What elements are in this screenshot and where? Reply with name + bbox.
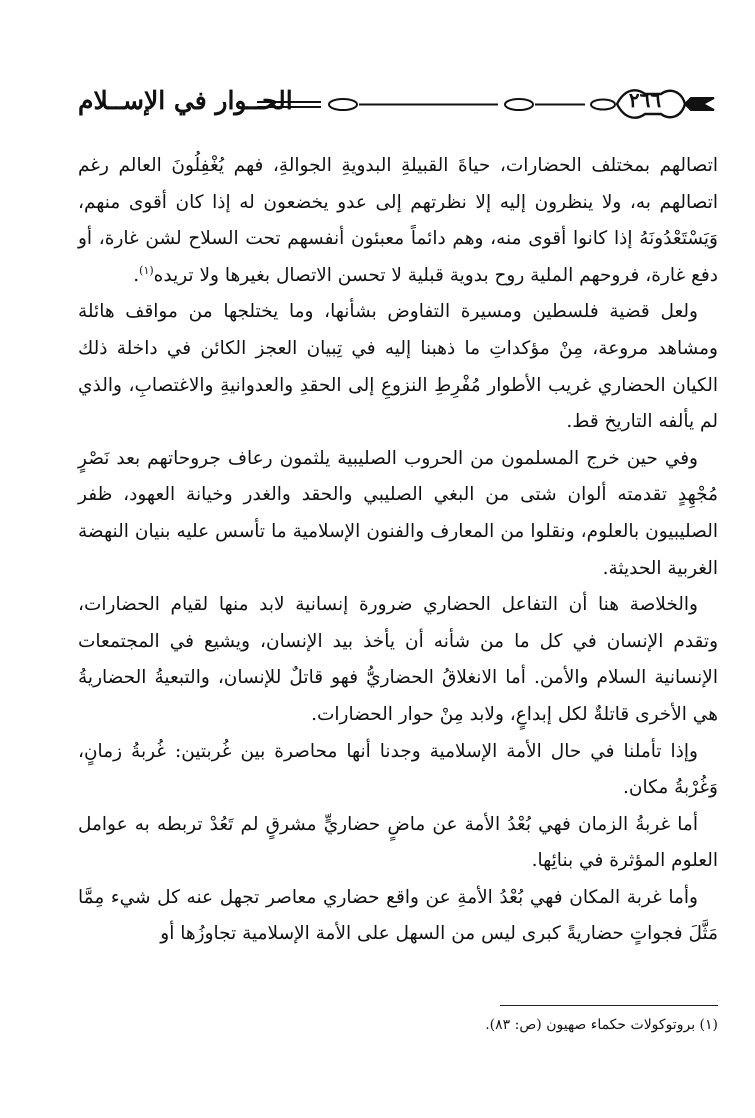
paragraph: ولعل قضية فلسطين ومسيرة التفاوض بشأنها، وما يختلجها من مواقف هائلة ومشاهد مروعة، مِنْ مؤكداتِ ما ذهبنا إليه في تِبيان العجز الكائن في داخلة ذلك الكيان الحضاري غريب الأطوار مُفْرِطِ النزوعِ إلى الحقدِ والعدوانيةِ والاغتصابِ، والذي لم يألفه التاريخ قط.: [78, 301, 718, 433]
paragraph: اتصالهم بمختلف الحضارات، حياةَ القبيلةِ البدويةِ الجوالةِ، فهم يُغْفِلُونَ العالم رغم اتصالهم به، ولا ينظرون إليه إلا نظرتهم إلى عدو يخضعون له إذا كان أقوى منهم، وَيَسْتَعْدُونَهُ إذا كانوا أقوى منه، وهم دائماً معبئون أنفسهم تحت السلاح لشن غارة، أو دفع غارة، فروحهم الملية روح بدوية قبلية لا تحسن الاتصال بغيرها ولا تريده$^{(١)}$.: [78, 155, 718, 286]
paragraph: وأما غربة المكان فهي بُعْدُ الأمةِ عن واقع حضاري معاصر تجهل عنه كل شيء مِمَّا مَثَّلَ فجواتٍ حضاريةً كبرى ليس من السهل على الأمة الإسلامية تجاوزُها أو: [78, 886, 718, 945]
footnote-reference: (١): [139, 263, 154, 277]
paragraph: والخلاصة هنا أن التفاعل الحضاري ضرورة إنسانية لابد منها لقيام الحضارات، وتقدم الإنسان في كل ما من شأنه أن يأخذ بيد الإنسان، ويشيع في المجتمعات الإنسانية السلام والأمن. أما الانغلاقُ الحضاريُّ فهو قاتلٌ للإنسان، والتبعيةُ الحضاريةُ هي الأخرى قاتلةٌ لكل إبداعٍ، ولابد مِنْ حوار الحضارات.: [78, 594, 718, 725]
paragraph: وفي حين خرج المسلمون من الحروب الصليبية يلثمون رعاف جروحاتهم بعد نَصْرٍ مُجْهِدٍ تقدمته ألوان شتى من البغي الصليبي والحقد والغدر وخيانة العهود، ظفر الصليبيون بالعلوم، ونقلوا من المعارف والفنون الإسلامية ما تأسس عليه بنيان النهضة الغربية الحديثة.: [78, 447, 718, 579]
footnote-divider: [500, 1005, 718, 1006]
paragraph: أما غربةُ الزمان فهي بُعْدُ الأمة عن ماضٍ حضاريٍّ مشرقٍ لم تَعُدْ تربطه به عوامل العلوم المؤثرة في بنائِها.: [78, 813, 718, 872]
page-header: [78, 82, 718, 126]
main-text: [78, 148, 718, 953]
paragraph-end: .: [133, 264, 140, 286]
paragraph: وإذا تأملنا في حال الأمة الإسلامية وجدنا أنها محاصرة بين غُربتين: غُربةُ زمانٍ، وَغُرْبةُ مكان.: [78, 740, 718, 799]
page-number: ٢٦٦: [628, 88, 662, 112]
footnote: (١) بروتوكولات حكماء صهيون (ص: ٨٣).: [485, 1017, 718, 1033]
running-title: الحــوار في الإســلام: [78, 86, 293, 115]
